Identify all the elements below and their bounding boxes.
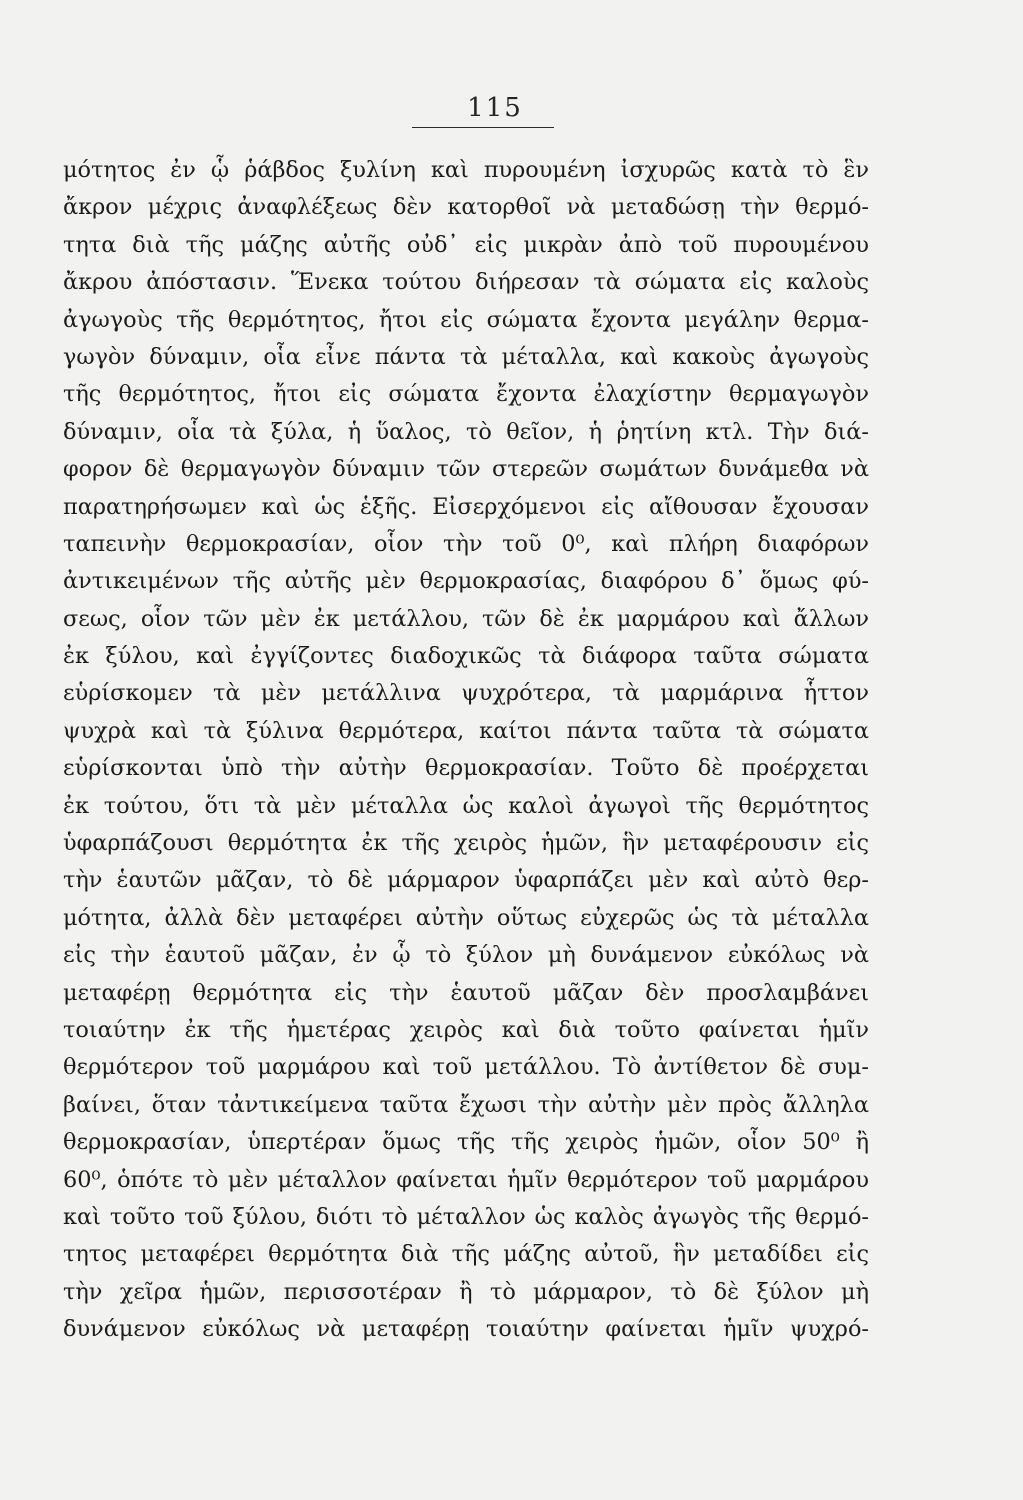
text-line: ἀγωγοὺς τῆς θερμότητος, ἤτοι εἰς σώματα ἔχοντα μεγάλην θερμα-	[63, 306, 869, 333]
text-line: ἐκ τούτου, ὅτι τὰ μὲν μέταλλα ὡς καλοὶ ἀγωγοὶ τῆς θερμότητος	[63, 792, 869, 819]
text-line: εὑρίσκομεν τὰ μὲν μετάλλινα ψυχρότερα, τὰ μαρμάρινα ἧττον	[63, 680, 869, 707]
text-line: γωγὸν δύναμιν, οἷα εἶνε πάντα τὰ μέταλλα, καὶ κακοὺς ἀγωγοὺς	[63, 343, 869, 370]
text-line: ταπεινὴν θερμοκρασίαν, οἷον τὴν τοῦ 0⁰, καὶ πλήρη διαφόρων	[63, 530, 869, 557]
header-rule	[412, 127, 554, 128]
text-line: ἀντικειμένων τῆς αὐτῆς μὲν θερμοκρασίας, διαφόρου δ᾽ ὅμως φύ-	[63, 568, 869, 595]
text-line: παρατηρήσωμεν καὶ ὡς ἑξῆς. Εἰσερχόμενοι εἰς αἴθουσαν ἔχουσαν	[63, 493, 869, 520]
text-line: 60⁰, ὁπότε τὸ μὲν μέταλλον φαίνεται ἡμῖν θερμότερον τοῦ μαρμάρου	[63, 1166, 869, 1193]
text-line: εἰς τὴν ἑαυτοῦ μᾶζαν, ἐν ᾧ τὸ ξύλον μὴ δυνάμενον εὐκόλως νὰ	[63, 942, 869, 969]
text-line: θερμότερον τοῦ μαρμάρου καὶ τοῦ μετάλλου. Τὸ ἀντίθετον δὲ συμ-	[63, 1054, 869, 1081]
text-line: ἐκ ξύλου, καὶ ἐγγίζοντες διαδοχικῶς τὰ διάφορα ταῦτα σώματα	[63, 643, 869, 670]
page-number: 115	[467, 93, 523, 123]
text-line: μεταφέρῃ θερμότητα εἰς τὴν ἑαυτοῦ μᾶζαν δὲν προσλαμβάνει	[63, 979, 869, 1006]
text-line: θερμοκρασίαν, ὑπερτέραν ὅμως τῆς τῆς χειρὸς ἡμῶν, οἷον 50⁰ ἢ	[63, 1129, 869, 1156]
text-line: τητα διὰ τῆς μάζης αὐτῆς οὐδ᾽ εἰς μικρὰν ἀπὸ τοῦ πυρουμένου	[63, 231, 869, 258]
text-line: μότητος ἐν ᾧ ῥάβδος ξυλίνη καὶ πυρουμένη ἰσχυρῶς κατὰ τὸ ἓν	[63, 157, 869, 183]
text-line: δυνάμενον εὐκόλως νὰ μεταφέρῃ τοιαύτην φαίνεται ἡμῖν ψυχρό-	[63, 1316, 869, 1343]
text-line: ἄκρον μέχρις ἀναφλέξεως δὲν κατορθοῖ νὰ μεταδώσῃ τὴν θερμό-	[63, 194, 869, 221]
text-line: τὴν χεῖρα ἡμῶν, περισσοτέραν ἢ τὸ μάρμαρον, τὸ δὲ ξύλον μὴ	[63, 1278, 869, 1305]
text-line: ἄκρου ἀπόστασιν. Ἕνεκα τούτου διήρεσαν τὰ σώματα εἰς καλοὺς	[63, 269, 869, 296]
text-line: μότητα, ἀλλὰ δὲν μεταφέρει αὐτὴν οὕτως εὐχερῶς ὡς τὰ μέταλλα	[63, 904, 869, 931]
text-line: εὑρίσκονται ὑπὸ τὴν αὐτὴν θερμοκρασίαν. Τοῦτο δὲ προέρχεται	[63, 755, 869, 782]
text-line: τητος μεταφέρει θερμότητα διὰ τῆς μάζης αὐτοῦ, ἣν μεταδίδει εἰς	[63, 1241, 869, 1268]
text-line: ψυχρὰ καὶ τὰ ξύλινα θερμότερα, καίτοι πάντα ταῦτα τὰ σώματα	[63, 717, 869, 744]
text-line: φορον δὲ θερμαγωγὸν δύναμιν τῶν στερεῶν σωμάτων δυνάμεθα νὰ	[63, 456, 869, 483]
text-line: τοιαύτην ἐκ τῆς ἡμετέρας χειρὸς καὶ διὰ τοῦτο φαίνεται ἡμῖν	[63, 1016, 869, 1043]
text-line: ὑφαρπάζουσι θερμότητα ἐκ τῆς χειρὸς ἡμῶν, ἣν μεταφέρουσιν εἰς	[63, 830, 869, 857]
text-line: δύναμιν, οἷα τὰ ξύλα, ἡ ὕαλος, τὸ θεῖον, ἡ ῥητίνη κτλ. Τὴν διά-	[63, 418, 869, 445]
text-line: καὶ τοῦτο τοῦ ξύλου, διότι τὸ μέταλλον ὡς καλὸς ἀγωγὸς τῆς θερμό-	[63, 1203, 869, 1230]
text-line: τὴν ἑαυτῶν μᾶζαν, τὸ δὲ μάρμαρον ὑφαρπάζει μὲν καὶ αὐτὸ θερ-	[63, 867, 869, 894]
text-line: βαίνει, ὅταν τἀντικείμενα ταῦτα ἔχωσι τὴν αὐτὴν μὲν πρὸς ἄλληλα	[63, 1091, 869, 1118]
text-line: σεως, οἷον τῶν μὲν ἐκ μετάλλου, τῶν δὲ ἐκ μαρμάρου καὶ ἄλλων	[63, 605, 869, 632]
body-text	[63, 152, 869, 1349]
text-line: τῆς θερμότητος, ἤτοι εἰς σώματα ἔχοντα ἐλαχίστην θερμαγωγὸν	[63, 381, 869, 408]
